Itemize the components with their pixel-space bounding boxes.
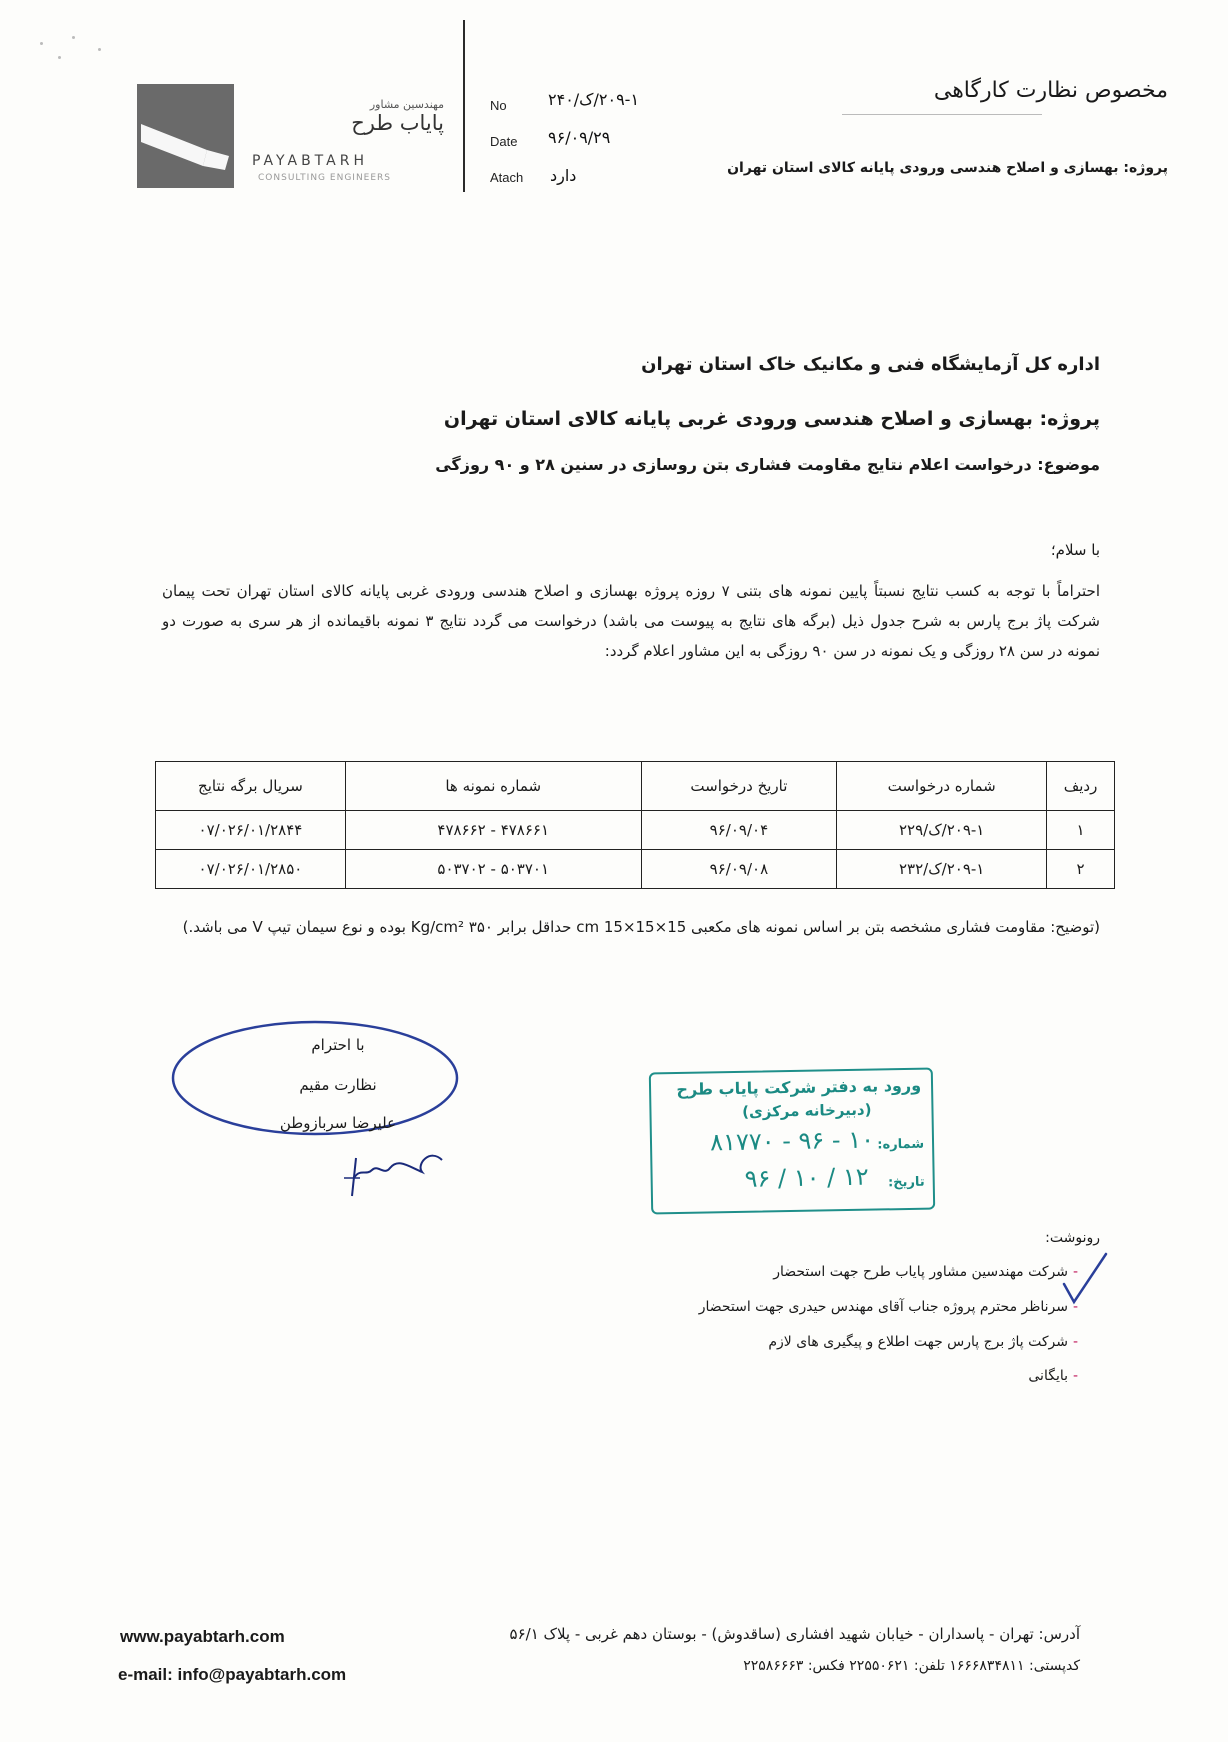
scan-speck bbox=[58, 56, 61, 59]
stamp-subtitle: (دبیرخانه مرکزی) bbox=[742, 1100, 872, 1121]
header-request-date: تاریخ درخواست bbox=[641, 762, 837, 811]
cc-bullet: - bbox=[1072, 1264, 1078, 1280]
cc-bullet: - bbox=[1072, 1368, 1078, 1384]
stamp-date: ۹۶ / ۱۰ / ۱۲ bbox=[744, 1162, 869, 1193]
samples-table bbox=[155, 761, 1115, 889]
attachment-label: Atach bbox=[490, 170, 524, 185]
footer-email-link[interactable]: e-mail: info@payabtarh.com bbox=[118, 1665, 347, 1684]
letter-date: ۹۶/۰۹/۲۹ bbox=[548, 128, 611, 147]
scan-speck bbox=[98, 48, 101, 51]
logo-fa-name: پایاب طرح bbox=[351, 111, 444, 135]
footer-phones: کدپستی: ۱۶۶۶۸۳۴۸۱۱ تلفن: ۲۲۵۵۰۶۲۱ فکس: ۲۲۵۸۶۶۶۳ bbox=[743, 1658, 1080, 1674]
cell-request-date: ۹۶/۰۹/۰۸ bbox=[641, 850, 837, 889]
header-project-title: پروژه: بهسازی و اصلاح هندسی ورودی پایانه کالای استان تهران bbox=[727, 160, 1168, 176]
check-mark-icon bbox=[1060, 1250, 1110, 1310]
cc-item: سرناظر محترم پروژه جناب آقای مهندس حیدری جهت استحضار bbox=[698, 1299, 1068, 1315]
cc-bullet: - bbox=[1072, 1299, 1078, 1315]
cell-sample-numbers: ۴۷۸۶۶۱ - ۴۷۸۶۶۲ bbox=[345, 811, 641, 850]
scan-speck bbox=[72, 36, 75, 39]
table-row bbox=[156, 811, 1115, 850]
cell-request-number: ۲۰۹-۱/ک/۲۲۹ bbox=[837, 811, 1047, 850]
subject-line: موضوع: درخواست اعلام نتایج مقاومت فشاری بتن روسازی در سنین ۲۸ و ۹۰ روزگی bbox=[435, 455, 1100, 474]
cell-sample-numbers: ۵۰۳۷۰۱ - ۵۰۳۷۰۲ bbox=[345, 850, 641, 889]
footer-address: آدرس: تهران - پاسداران - خیابان شهید افشاری (ساقدوش) - بوستان دهم غربی - پلاک ۵۶/۱ bbox=[509, 1625, 1080, 1643]
body-paragraph: احتراماً با توجه به کسب نتایج نسبتاً پایین نمونه های بتنی ۷ روزه پروژه بهسازی و اصلاح هندسی ورودی غربی پایانه کالای استان تهران تحت پیمان شرکت پاژ برج پارس به شرح جدول ذیل (برگه های نتایج به پیوست می باشد) درخواست می گردد نتایج ۳ نمونه باقیمانده از هر سری به صورت دو نمونه در سن ۲۸ روزگی و یک نمونه در سن ۹۰ روزگی به این مشاور اعلام گردد: bbox=[162, 582, 1100, 660]
cell-result-serial: ۰۷/۰۲۶/۰۱/۲۸۴۴ bbox=[156, 811, 346, 850]
cc-bullet: - bbox=[1072, 1334, 1078, 1350]
project-title: پروژه: بهسازی و اصلاح هندسی ورودی غربی پایانه کالای استان تهران bbox=[443, 408, 1100, 430]
company-logo bbox=[137, 84, 234, 188]
cc-item: بایگانی bbox=[1028, 1368, 1068, 1384]
header-request-number: شماره درخواست bbox=[837, 762, 1047, 811]
cc-item: شرکت پاژ برج پارس جهت اطلاع و پیگیری های لازم bbox=[768, 1334, 1068, 1350]
signature-closing: با احترام bbox=[311, 1036, 365, 1054]
handwritten-signature bbox=[338, 1138, 448, 1202]
attachment-value: دارد bbox=[550, 166, 577, 185]
stamp-number-label: شماره: bbox=[877, 1136, 925, 1153]
header-divider bbox=[463, 20, 465, 192]
greeting: با سلام؛ bbox=[1050, 541, 1100, 559]
confidential-underline bbox=[842, 114, 1042, 115]
header-row-number: ردیف bbox=[1047, 762, 1115, 811]
note-paragraph: (توضیح: مقاومت فشاری مشخصه بتن بر اساس نمونه های مکعبی 15×15×15 cm حداقل برابر Kg/cm² ۳۵۰ بوده و نوع سیمان تیپ V می باشد.) bbox=[182, 918, 1100, 936]
cc-title: رونوشت: bbox=[1045, 1230, 1100, 1246]
stamp-title: ورود به دفتر شرکت پایاب طرح bbox=[676, 1075, 922, 1100]
table-header-row bbox=[156, 762, 1115, 811]
letter-number: ۲۰۹-۱/ک/۲۴۰ bbox=[548, 90, 640, 109]
signature-office: نظارت مقیم bbox=[299, 1076, 377, 1094]
cell-row-number: ۲ bbox=[1047, 850, 1115, 889]
letter-date-label: Date bbox=[490, 134, 518, 149]
table-row bbox=[156, 850, 1115, 889]
cc-item: شرکت مهندسین مشاور پایاب طرح جهت استحضار bbox=[773, 1264, 1068, 1280]
stamp-date-label: تاریخ: bbox=[887, 1174, 925, 1191]
entry-stamp bbox=[649, 1068, 935, 1215]
cell-result-serial: ۰۷/۰۲۶/۰۱/۲۸۵۰ bbox=[156, 850, 346, 889]
cell-request-date: ۹۶/۰۹/۰۴ bbox=[641, 811, 837, 850]
signature-name: علیرضا سربازوطن bbox=[279, 1114, 397, 1132]
confidential-note: مخصوص نظارت کارگاهی bbox=[933, 78, 1168, 103]
letter-number-label: No bbox=[490, 98, 507, 113]
cell-request-number: ۲۰۹-۱/ک/۲۳۲ bbox=[837, 850, 1047, 889]
logo-en-subtitle: CONSULTING ENGINEERS bbox=[258, 173, 392, 183]
logo-fa-subtitle: مهندسین مشاور bbox=[369, 98, 444, 111]
cell-row-number: ۱ bbox=[1047, 811, 1115, 850]
scan-speck bbox=[40, 42, 43, 45]
footer-website-link[interactable]: www.payabtarh.com bbox=[120, 1627, 285, 1646]
header-sample-numbers: شماره نمونه ها bbox=[345, 762, 641, 811]
header-result-serial: سریال برگه نتایج bbox=[156, 762, 346, 811]
logo-en-name: PAYABTARH bbox=[252, 153, 368, 169]
addressee: اداره کل آزمایشگاه فنی و مکانیک خاک استان تهران bbox=[641, 354, 1100, 375]
stamp-number: ۸۱۷۷۰ - ۹۶ - ۱۰ bbox=[709, 1125, 875, 1157]
